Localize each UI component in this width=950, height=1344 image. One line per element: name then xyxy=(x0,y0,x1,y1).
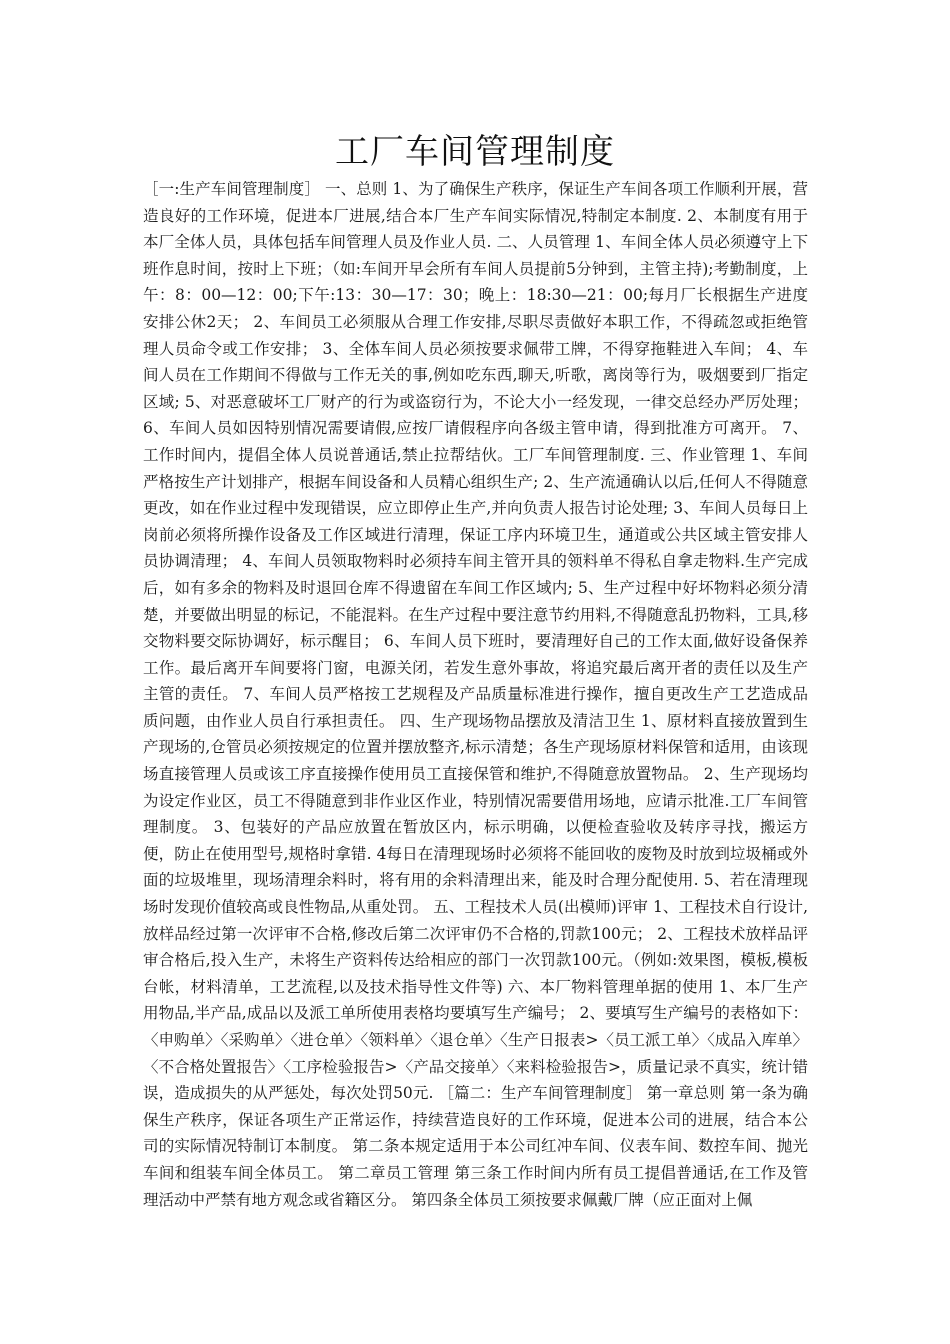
document-body-text: ［一:生产车间管理制度］ 一、总则 1、为了确保生产秩序，保证生产车间各项工作顺利开展，营造良好的工作环境，促进本厂进展,结合本厂生产车间实际情况,特制定本制度. 2、本制度有用于本厂全体人员，具体包括车间管理人员及作业人员. 二、人员管理 1、车间全体人员必须遵守上下班作息时间，按时上下班；（如:车间开早会所有车间人员提前5分钟到，主管主持);考勤制度，上午：8：00—12：00;下午:13：30—17：30；晚上：18:30—21：00;每月厂长根据生产进度安排公休2天； 2、车间员工必须服从合理工作安排,尽职尽责做好本职工作，不得疏忽或拒绝管理人员命令或工作安排； 3、全体车间人员必须按要求佩带工牌，不得穿拖鞋进入车间； 4、车间人员在工作期间不得做与工作无关的事,例如吃东西,聊天,听歌，离岗等行为，吸烟要到厂指定区域; 5、对恶意破坏工厂财产的行为或盗窃行为，不论大小一经发现，一律交总经办严厉处理； 6、车间人员如因特别情况需要请假,应按厂请假程序向各级主管申请，得到批准方可离开。 7、工作时间内，提倡全体人员说普通话,禁止拉帮结伙。工厂车间管理制度. 三、作业管理 1、车间严格按生产计划排产，根据车间设备和人员精心组织生产; 2、生产流通确认以后,任何人不得随意更改，如在作业过程中发现错误，应立即停止生产,并向负责人报告讨论处理; 3、车间人员每日上岗前必须将所操作设备及工作区域进行清理，保证工序内环境卫生，通道或公共区域主管安排人员协调清理； 4、车间人员领取物料时必须持车间主管开具的领料单不得私自拿走物料.生产完成后，如有多余的物料及时退回仓库不得遗留在车间工作区域内; 5、生产过程中好坏物料必须分清楚，并要做出明显的标记，不能混料。在生产过程中要注意节约用料,不得随意乱扔物料，工具,移交物料要交际协调好，标示醒目； 6、车间人员下班时，要清理好自己的工作太面,做好设备保养工作。最后离开车间要将门窗，电源关闭，若发生意外事故，将追究最后离开者的责任以及生产主管的责任。 7、车间人员严格按工艺规程及产品质量标准进行操作，擅自更改生产工艺造成品质问题，由作业人员自行承担责任。 四、生产现场物品摆放及清洁卫生 1、原材料直接放置到生产现场的,仓管员必须按规定的位置并摆放整齐,标示清楚；各生产现场原材料保管和适用，由该现场直接管理人员或该工序直接操作使用员工直接保管和维护,不得随意放置物品。 2、生产现场均为设定作业区，员工不得随意到非作业区作业，特别情况需要借用场地，应请示批准.工厂车间管理制度。 3、包装好的产品应放置在暂放区内，标示明确，以便检查验收及转序寻找，搬运方便，防止在使用型号,规格时拿错. 4每日在清理现场时必须将不能回收的废物及时放到垃圾桶或外面的垃圾堆里，现场清理余料时，将有用的余料清理出来，能及时合理分配使用. 5、若在清理现场时发现价值较高或良性物品,从重处罚。 五、工程技术人员(出模师)评审 1、工程技术自行设计,放样品经过第一次评审不合格,修改后第二次评审仍不合格的,罚款100元； 2、工程技术放样品评审合格后,投入生产，未将生产资料传达给相应的部门一次罚款100元。（例如:效果图，模板,模板台帐，材料清单，工艺流程,以及技术指导性文件等) 六、本厂物料管理单据的使用 1、本厂生产用物品,半产品,成品以及派工单所使用表格均要填写生产编号； 2、要填写生产编号的表格如下： 〈申购单〉〈采购单〉〈进仓单〉〈领料单〉〈退仓单〉〈生产日报表>〈员工派工单〉〈成品入库单〉〈不合格处置报告〉〈工序检验报告>〈产品交接单〉〈来料检验报告>，质量记录不真实，统计错误，造成损失的从严惩处，每次处罚50元. ［篇二：生产车间管理制度］ 第一章总则 第一条为确保生产秩序，保证各项生产正常运作，持续营造良好的工作环境，促进本公司的进展，结合本公司的实际情况特制订本制度。 第二条本规定适用于本公司红冲车间、仪表车间、数控车间、抛光车间和组装车间全体员工。 第二章员工管理 第三条工作时间内所有员工提倡普通话,在工作及管理活动中严禁有地方观念或省籍区分。 第四条全体员工须按要求佩戴厂牌（应正面对上佩 xyxy=(143,180,808,1209)
document-title: 工厂车间管理制度 xyxy=(335,132,615,172)
